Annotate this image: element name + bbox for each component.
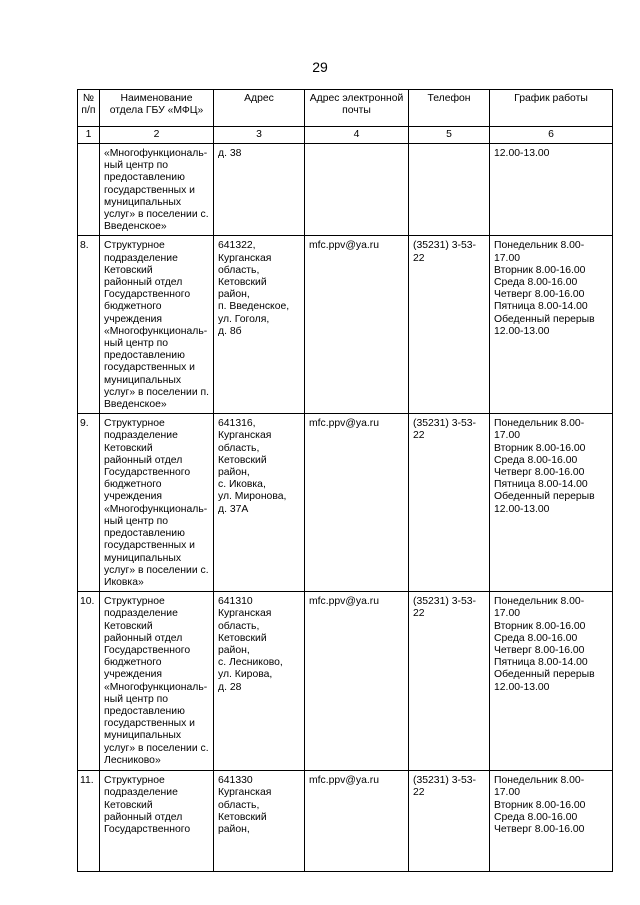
table-header-row: [78, 90, 613, 127]
table-row: [78, 592, 613, 771]
column-number: 4: [305, 127, 409, 144]
department-schedule: Понедельник 8.00- 17.00 Вторник 8.00-16.00 Среда 8.00-16.00 Четверг 8.00-16.00 Пятница 8.00-14.00 Обеденный перерыв 12.00-13.00: [490, 236, 613, 414]
department-email: mfc.ppv@ya.ru: [305, 592, 409, 771]
department-schedule: Понедельник 8.00- 17.00 Вторник 8.00-16.00 Среда 8.00-16.00 Четверг 8.00-16.00: [490, 771, 613, 872]
mfc-departments-table: [77, 89, 613, 872]
table-row: [78, 771, 613, 872]
department-email: mfc.ppv@ya.ru: [305, 414, 409, 592]
table-row: [78, 236, 613, 414]
header-num: № п/п: [78, 90, 100, 127]
department-email: [305, 144, 409, 236]
department-address: 641330 Курганская область, Кетовский район,: [214, 771, 305, 872]
department-address: 641322, Курганская область, Кетовский район, п. Введенское, ул. Гоголя, д. 8б: [214, 236, 305, 414]
row-number: 11.: [78, 771, 100, 872]
column-number: 6: [490, 127, 613, 144]
department-address: 641310 Курганская область, Кетовский район, с. Лесниково, ул. Кирова, д. 28: [214, 592, 305, 771]
department-name: Структурное подразделение Кетовский районный отдел Государственного бюджетного учреждения «Многофункциональ- ный центр по предоставлению государственных и муниципальных услуг» в поселении с. Лесниково»: [100, 592, 214, 771]
department-email: mfc.ppv@ya.ru: [305, 236, 409, 414]
department-name: Структурное подразделение Кетовский районный отдел Государственного бюджетного учреждения «Многофункциональ- ный центр по предоставлению государственных и муниципальных услуг» в поселении п. Введенское»: [100, 236, 214, 414]
row-number: [78, 144, 100, 236]
department-schedule: Понедельник 8.00- 17.00 Вторник 8.00-16.00 Среда 8.00-16.00 Четверг 8.00-16.00 Пятница 8.00-14.00 Обеденный перерыв 12.00-13.00: [490, 592, 613, 771]
table-row: [78, 144, 613, 236]
department-phone: (35231) 3-53- 22: [409, 414, 490, 592]
header-name: Наименование отдела ГБУ «МФЦ»: [100, 90, 214, 127]
department-phone: [409, 144, 490, 236]
page-number: 29: [312, 59, 328, 75]
department-phone: (35231) 3-53- 22: [409, 236, 490, 414]
column-number: 1: [78, 127, 100, 144]
department-address: 641316, Курганская область, Кетовский район, с. Иковка, ул. Миронова, д. 37А: [214, 414, 305, 592]
department-schedule: 12.00-13.00: [490, 144, 613, 236]
department-phone: (35231) 3-53- 22: [409, 592, 490, 771]
header-schedule: График работы: [490, 90, 613, 127]
row-number: 8.: [78, 236, 100, 414]
column-number-row: [78, 127, 613, 144]
column-number: 3: [214, 127, 305, 144]
header-phone: Телефон: [409, 90, 490, 127]
department-email: mfc.ppv@ya.ru: [305, 771, 409, 872]
department-address: д. 38: [214, 144, 305, 236]
header-address: Адрес: [214, 90, 305, 127]
department-name: Структурное подразделение Кетовский районный отдел Государственного: [100, 771, 214, 872]
row-number: 9.: [78, 414, 100, 592]
column-number: 5: [409, 127, 490, 144]
row-number: 10.: [78, 592, 100, 771]
header-email: Адрес электронной почты: [305, 90, 409, 127]
department-name: «Многофункциональ- ный центр по предоставлению государственных и муниципальных услуг» в поселении с. Введенское»: [100, 144, 214, 236]
department-phone: (35231) 3-53- 22: [409, 771, 490, 872]
department-name: Структурное подразделение Кетовский районный отдел Государственного бюджетного учреждения «Многофункциональ- ный центр по предоставлению государственных и муниципальных услуг» в поселении с. Иковка»: [100, 414, 214, 592]
department-schedule: Понедельник 8.00- 17.00 Вторник 8.00-16.00 Среда 8.00-16.00 Четверг 8.00-16.00 Пятница 8.00-14.00 Обеденный перерыв 12.00-13.00: [490, 414, 613, 592]
column-number: 2: [100, 127, 214, 144]
table-row: [78, 414, 613, 592]
